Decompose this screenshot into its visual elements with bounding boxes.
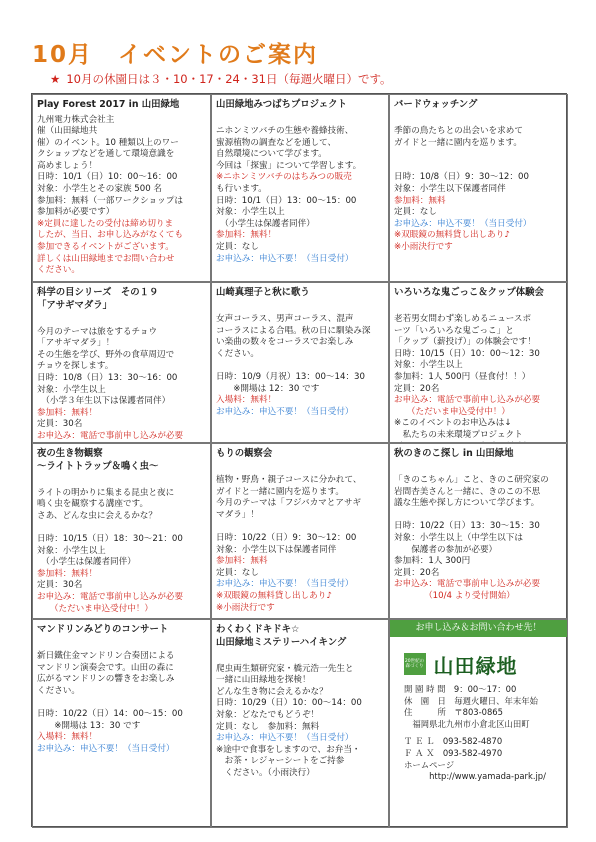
event-line: ※定員に達したの受付は締め切りま <box>37 218 174 229</box>
event-line: 日時：10/8（日）13：30〜16：00 <box>37 372 178 383</box>
event-line: （小学３年生以下は保護者同伴） <box>37 396 171 407</box>
event-title: バードウォッチング <box>394 99 478 110</box>
event-line: 定員：20名 <box>394 383 440 394</box>
event-line: ※途中で食事をしますので、お弁当・ <box>216 744 361 755</box>
event-line: お申込み：申込不要！（当日受付） <box>216 733 354 744</box>
event-title: 科学の目シリーズ その１９ 「アサギマダラ」 <box>37 287 159 311</box>
event-line: 対象：小学生以上 <box>394 360 463 371</box>
event-line: 九州電力株式会社主 <box>37 114 115 125</box>
event-line: ※開場は 12：30 です <box>216 383 320 394</box>
event-line: 参加料：無料！ <box>37 568 98 579</box>
opening-hours: 開 園 時 間 9：00〜17：00 <box>404 684 517 694</box>
event-line: 「アサギマダラ」！ <box>37 338 115 349</box>
event-line <box>216 360 384 372</box>
event-line: ください。（小雨決行） <box>216 767 315 778</box>
event-card <box>32 443 211 619</box>
event-line: （小学生は保護者同伴） <box>37 557 136 568</box>
event-line: お申込み：電話で事前申し込みが必要 <box>37 591 184 602</box>
event-line <box>216 521 384 533</box>
event-line: 詳しくは山田緑地までお問い合わせ <box>37 253 175 264</box>
event-card <box>211 282 389 443</box>
address-line: 福岡県北九州市小倉北区山田町 <box>404 718 530 729</box>
event-line: 参加料が必要です） <box>37 207 115 218</box>
event-line <box>37 640 206 652</box>
address-postal: 住 所 〒803-0865 <box>404 707 503 718</box>
event-line: したが、当日、お申し込みがなくても <box>37 230 184 241</box>
event-line <box>216 464 384 476</box>
event-line: お茶・レジャーシートをご持参 <box>216 756 345 767</box>
event-line: 自然環境について学びます。 <box>216 149 327 160</box>
event-title: もりの観察会 <box>216 448 273 459</box>
holiday-notice <box>50 71 392 87</box>
event-line: 「きのこちゃん」こと、きのこ研究家の <box>394 475 549 486</box>
event-line: お申込み：申込不要！（当日受付） <box>394 218 532 229</box>
event-line: クショップなどを通して環境意識を <box>37 149 175 160</box>
event-title: マンドリンみどりのコンサート <box>37 624 169 635</box>
event-line: 参加料：無料！ <box>216 230 277 241</box>
event-line: ください。 <box>37 685 80 696</box>
event-line: お申込み：申込不要！（当日受付） <box>216 579 354 590</box>
event-line: 爬虫両生類研究家・橋元浩一先生と <box>216 663 354 674</box>
event-title: 夜の生き物観察 〜ライトトラップ＆鳴く虫〜 <box>37 448 159 472</box>
logo-name: 山田緑地 <box>433 653 518 678</box>
event-line: ください。 <box>37 265 80 276</box>
event-line: 参加料：1人 300円 <box>394 556 471 567</box>
event-line: お申込み：電話で事前申し込みが必要 <box>37 430 184 441</box>
event-line: 植物・野鳥・親子コースに分かれて、 <box>216 475 362 486</box>
event-line: チョウを探します。 <box>37 361 114 372</box>
event-line <box>394 464 563 476</box>
logo-mark: 20世紀の森づくり <box>404 653 426 675</box>
event-title: Play Forest 2017 in 山田緑地 <box>37 99 180 110</box>
event-card <box>211 94 389 282</box>
event-line: 定員：なし <box>216 567 259 578</box>
event-line: 日時：10/1（日）10：00〜16：00 <box>37 172 178 183</box>
event-line: 入場料：無料！ <box>37 732 98 743</box>
event-line: ※開場は 13：30 です <box>37 720 141 731</box>
event-line: さあ、どんな虫に会えるかな？ <box>37 510 157 521</box>
event-line: 広がるマンドリンの響きをお楽しみ <box>37 674 175 685</box>
event-line: 定員：なし <box>216 242 259 253</box>
fax: Ｆ Ａ Ｘ 093-582-4970 <box>404 747 503 758</box>
event-line <box>37 476 206 488</box>
event-line: ※小雨決行です <box>394 242 453 253</box>
event-line: 女声コーラス、男声コーラス、混声 <box>216 314 354 325</box>
event-line: 対象：小学生以上 <box>37 384 106 395</box>
event-line: （10/4 より受付開始） <box>394 591 515 602</box>
event-line: 日時：10/9（月祝）13：00〜14：30 <box>216 372 365 383</box>
event-line: 議な生態や探し方について学びます。 <box>394 498 540 509</box>
homepage-link[interactable]: http://www.yamada-park.jp/ <box>404 771 546 782</box>
event-line: 対象：小学生以下保護者同伴 <box>394 184 506 195</box>
event-line: マダラ」！ <box>216 509 259 520</box>
event-line: お申込み：申込不要！（当日受付） <box>216 406 354 417</box>
event-line: 日時：10/22（日）14：00〜15：00 <box>37 709 183 720</box>
event-line: マンドリン演奏会です。山田の森に <box>37 662 174 673</box>
event-line: 私たちの未来環境プロジェクト <box>394 430 523 441</box>
event-title: 秋のきのこ探し in 山田緑地 <box>394 448 514 459</box>
event-line: 「クップ（薪投げ）」の体験会です！ <box>394 337 536 348</box>
event-line: 岩間杏美さんと一緒に、きのこの不思 <box>394 486 541 497</box>
event-line: 対象：小学生以下は保護者同伴 <box>216 544 337 555</box>
event-line: 今回は「探蜜」について学習します。 <box>216 160 362 171</box>
contact-info <box>389 619 568 828</box>
event-line: ライトの明かりに集まる昆虫と夜に <box>37 487 175 498</box>
event-line <box>394 161 563 173</box>
event-line: ※双眼鏡の無料貸し出しあり♪ <box>394 230 510 241</box>
event-line: 日時：10/22（日）13：30〜15：30 <box>394 521 540 532</box>
park-logo <box>404 651 554 677</box>
event-line: 参加料：無料 <box>216 556 268 567</box>
event-line: 参加料：無料（一部ワークショップは <box>37 195 183 206</box>
event-line: 参加料：無料 <box>394 195 446 206</box>
event-line: 日時：10/1（日）13：00〜15：00 <box>216 195 357 206</box>
event-line: ※双眼鏡の無料貸し出しあり♪ <box>216 591 332 602</box>
event-line: 日時：10/15（日）10：00〜12：30 <box>394 348 540 359</box>
event-line: 新日鐵住金マンドリン合奏団による <box>37 651 175 662</box>
event-line: 催）のイベント。10 種類以上のワー <box>37 137 179 148</box>
event-line: 参加料：1人 500円（昼食付！！） <box>394 372 531 383</box>
event-line: 鳴く虫を観察する講座です。 <box>37 499 149 510</box>
event-line: ※小雨決行です <box>216 602 275 613</box>
event-card <box>389 282 568 443</box>
event-line: ガイドと一緒に園内を巡ります。 <box>394 137 522 148</box>
event-line: 対象：小学生以上 <box>216 207 285 218</box>
event-line: 一緒に山田緑地を探検！ <box>216 675 311 686</box>
event-line <box>394 149 563 161</box>
event-line: ※このイベントのお申込みは↓ <box>394 418 512 429</box>
event-line: ガイドと一緒に園内を巡ります。 <box>216 486 344 497</box>
event-title: わくわくドキドキ☆ 山田緑地ミステリーハイキング <box>216 624 347 648</box>
event-line: 対象：小学生とその家族 500 名 <box>37 184 162 195</box>
event-title: 山田緑地みつばちプロジェクト <box>216 99 347 110</box>
event-line: 定員：20名 <box>394 567 440 578</box>
event-line: ※ニホンミツバチのはちみつの販売 <box>216 172 352 183</box>
event-line: も行います。 <box>216 184 267 195</box>
contact-header: お申し込み＆お問い合わせ先！ <box>390 620 567 637</box>
event-line: 今月のテーマは「フジバカマとアサギ <box>216 498 362 509</box>
event-card <box>32 619 211 828</box>
telephone: Ｔ Ｅ Ｌ 093-582-4870 <box>404 736 503 747</box>
event-line: 今月のテーマは旅をするチョウ <box>37 326 158 337</box>
event-line <box>394 115 563 127</box>
event-line: お申込み：申込不要！（当日受付） <box>216 253 354 264</box>
event-line: お申込み：申込不要！（当日受付） <box>37 743 175 754</box>
event-title: いろいろな鬼ごっこ＆クップ体験会 <box>394 287 544 298</box>
event-line <box>37 522 206 534</box>
event-card <box>211 619 389 828</box>
star-icon: ★ <box>50 72 61 86</box>
event-card <box>32 94 211 282</box>
event-line: 参加料：無料！ <box>37 407 98 418</box>
event-line: コーラスによる合唱。秋の日に馴染み深 <box>216 325 371 336</box>
event-line: 定員：なし 参加料：無料 <box>216 721 320 732</box>
holiday-text: 10月の休園日は３・10・17・24・31日（毎週火曜日）です。 <box>66 72 392 86</box>
event-line <box>216 115 384 127</box>
event-line: （小学生は保護者同伴） <box>216 218 315 229</box>
event-line <box>394 510 563 522</box>
event-line: 日時：10/29（日）10：00〜14：00 <box>216 698 362 709</box>
event-line: 季節の鳥たちとの出会いを求めて <box>394 126 523 137</box>
event-line: ください。 <box>216 348 259 359</box>
event-line: 参加できるイベントがございます。 <box>37 242 174 253</box>
event-line: 対象：小学生以上 <box>37 545 106 556</box>
event-line: 定員：なし <box>394 207 437 218</box>
event-line: 老若男女問わず楽しめるニュースポ <box>394 314 532 325</box>
event-line: ニホンミツバチの生態や養蜂技術、 <box>216 126 354 137</box>
event-line <box>37 315 206 327</box>
event-line: 対象：小学生以上（中学生以下は <box>394 533 523 544</box>
event-card <box>389 94 568 282</box>
event-card <box>211 443 389 619</box>
event-line: い楽曲の数々をコーラスでお楽しみ <box>216 337 354 348</box>
page-title: 10月 イベントのご案内 <box>32 42 319 68</box>
event-line: 入場料：無料！ <box>216 395 277 406</box>
event-line: 対象：どなたでもどうぞ！ <box>216 709 320 720</box>
event-line: どんな生き物に会えるかな？ <box>216 686 328 697</box>
event-line: 蜜源植物の調査などを通して、 <box>216 137 337 148</box>
event-line: （ただいま申込受付中！） <box>37 603 154 614</box>
event-line <box>216 303 384 315</box>
event-line: 保護者の参加が必要） <box>394 544 498 555</box>
event-line: 催（山田緑地共 <box>37 126 98 137</box>
event-line: 日時：10/15（日）18：30〜21：00 <box>37 533 183 544</box>
event-line: 定員：30名 <box>37 580 83 591</box>
event-line: お申込み：電話で事前申し込みが必要 <box>394 395 541 406</box>
event-line: 日時：10/8（日）9：30〜12：00 <box>394 172 529 183</box>
event-grid <box>31 93 567 827</box>
event-line: お申込み：電話で事前申し込みが必要 <box>394 579 541 590</box>
event-line: 定員：30名 <box>37 419 83 430</box>
event-line: その生態を学び、野外の食草周辺で <box>37 349 175 360</box>
event-line <box>394 303 563 315</box>
closed-days: 休 園 日 毎週火曜日、年末年始 <box>404 695 538 706</box>
homepage-label: ホームページ <box>404 759 455 770</box>
event-title: 山崎真理子と秋に歌う <box>216 287 310 298</box>
event-line: 高めましょう！ <box>37 160 98 171</box>
event-line: （ただいま申込受付中！） <box>394 406 511 417</box>
event-card <box>389 443 568 619</box>
event-line <box>37 697 206 709</box>
event-line <box>216 652 384 664</box>
event-line: 日時：10/22（日）9：30〜12：00 <box>216 533 357 544</box>
event-card <box>32 282 211 443</box>
event-line: ーツ「いろいろな鬼ごっこ」と <box>394 325 514 336</box>
